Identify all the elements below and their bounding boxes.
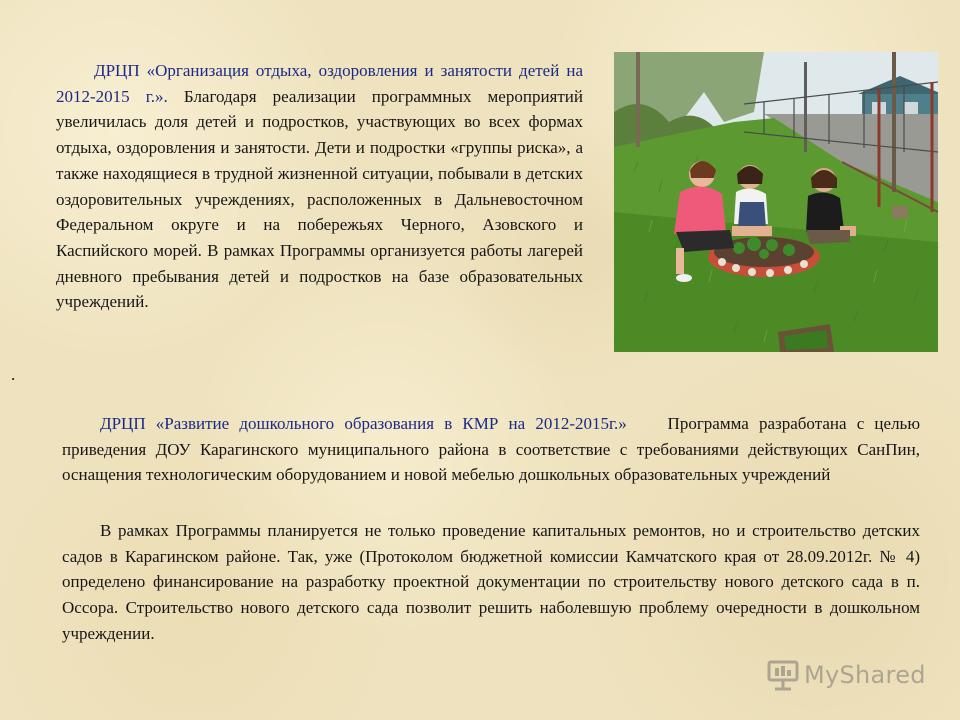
stray-dot: . [11, 365, 16, 384]
presentation-board-icon [766, 658, 800, 692]
paragraph-preschool-program [62, 411, 920, 488]
program-title-preschool: ДРЦП «Развитие дошкольного образования в КМР на 2012-2015г.» [100, 414, 627, 433]
paragraph-construction: В рамках Программы планируется не только проведение капитальных ремонтов, но и строительство детских садов в Карагинском районе. Так, уже (Протоколом бюджетной комиссии Камчатского края от 28.09.2012г. № 4) определено финансирование на разработку проектной документации по строительству нового детского сада в п. Оссора. Строительство нового детского сада позволит решить наболевшую проблему очередности в дошкольном учреждении. [62, 521, 920, 643]
paragraph-summer-body: Благодаря реализации программных мероприятий увеличилась доля детей и подростков, участвующих во всех формах отдыха, оздоровления и занятости. Дети и подростки «группы риска», а также находящиеся в трудной жизненной ситуации, побывали в детских оздоровительных учреждениях, расположенных в Дальневосточном Федеральном округе и на побережьях Черного, Азовского и Каспийского морей. В рамках Программы организуется работы лагерей дневного пребывания детей и подростков на базе образовательных учреждений. [56, 86, 583, 312]
paragraph-preschool-body: Программа разработана с целью приведения ДОУ Карагинского муниципального района в соответствие с требованиями действующих СанПин, оснащения технологическим оборудованием и новой мебелью дошкольных образовательных учреждений [62, 414, 921, 485]
watermark [766, 655, 926, 695]
watermark-text: MyShared [804, 661, 926, 689]
photo-girls-flowerbed [614, 52, 938, 352]
paragraph-summer-program [56, 58, 583, 315]
program-title-summer: ДРЦП «Организация отдыха, оздоровления и занятости детей на 2012-2015 г.». [56, 61, 583, 106]
